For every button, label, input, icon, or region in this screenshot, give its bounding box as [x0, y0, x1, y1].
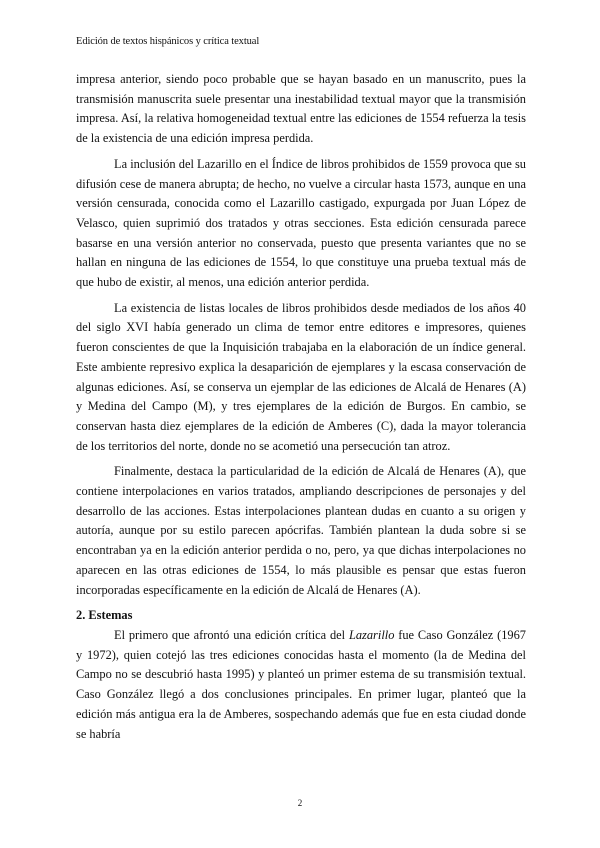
paragraph-5-start: El primero que afrontó una edición crítica del	[114, 627, 349, 642]
page-number: 2	[297, 798, 303, 808]
document-body	[76, 70, 526, 750]
paragraph-1: impresa anterior, siendo poco probable que se hayan basado en un manuscrito, pues la transmisión manuscrita suele presentar una inestabilidad textual mayor que la transmisión impresa. Así, la relativa homogeneidad textual entre las ediciones de 1554 refuerza la tesis de la existencia de una edición impresa perdida.	[76, 72, 526, 146]
paragraph-3: La existencia de listas locales de libros prohibidos desde mediados de los años 40 del siglo XVI había generado un clima de temor entre editores e impresores, quienes fueron conscientes de que la Inquisición trabajaba en la elaboración de un índice general. Este ambiente represivo explica la desaparición de ejemplares y la escasa conservación de algunas ediciones. Así, se conserva un ejemplar de las ediciones de Alcalá de Henares (A) y Medina del Campo (M), y tres ejemplares de la edición de Burgos. En cambio, se conservan hasta diez ejemplares de la edición de Amberes (C), dada la mayor tolerancia de los territorios del norte, donde no se acometió una persecución tan atroz.	[76, 300, 526, 453]
running-header: Edición de textos hispánicos y crítica textual	[76, 36, 260, 47]
work-title-italic: Lazarillo	[348, 627, 395, 642]
paragraph-5-rest: fue Caso González (1967 y 1972), quien cotejó las tres ediciones conocidas hasta el momento (la de Medina del Campo no se descubrió hasta 1995) y planteó un primer estema de su transmisión textual. Caso González llegó a dos conclusiones principales. En primer lugar, planteó que la edición más antigua era la de Amberes, sospechando además que fue en esta ciudad donde se habría	[76, 627, 526, 741]
paragraph-2: La inclusión del Lazarillo en el Índice de libros prohibidos de 1559 provoca que su difusión cese de manera abrupta; de hecho, no vuelve a circular hasta 1573, aunque en una versión censurada, conocida como el Lazarillo castigado, expurgada por Juan López de Velasco, quien suprimió dos tratados y otras secciones. Esta edición censurada parece basarse en una versión anterior no conservada, puesto que presenta variantes que no se hallan en ninguna de las ediciones de 1554, lo que constituye una prueba textual más de que hubo de existir, al menos, una edición anterior perdida.	[76, 156, 526, 290]
section-heading: 2. Estemas	[76, 608, 133, 623]
paragraph-4: Finalmente, destaca la particularidad de la edición de Alcalá de Henares (A), que contiene interpolaciones en varios tratados, ampliando descripciones de personajes y del desarrollo de las acciones. Estas interpolaciones plantean dudas en cuanto a su origen y autoría, aunque por su estilo parecen apócrifas. También plantean la duda sobre si se encontraban ya en la edición anterior perdida o no, pero, ya que dichas interpolaciones no aparecen en las otras ediciones de 1554, lo más plausible es pensar que estas fueron incorporadas específicamente en la edición de Alcalá de Henares (A).	[76, 464, 526, 597]
paragraph-5	[76, 626, 526, 744]
